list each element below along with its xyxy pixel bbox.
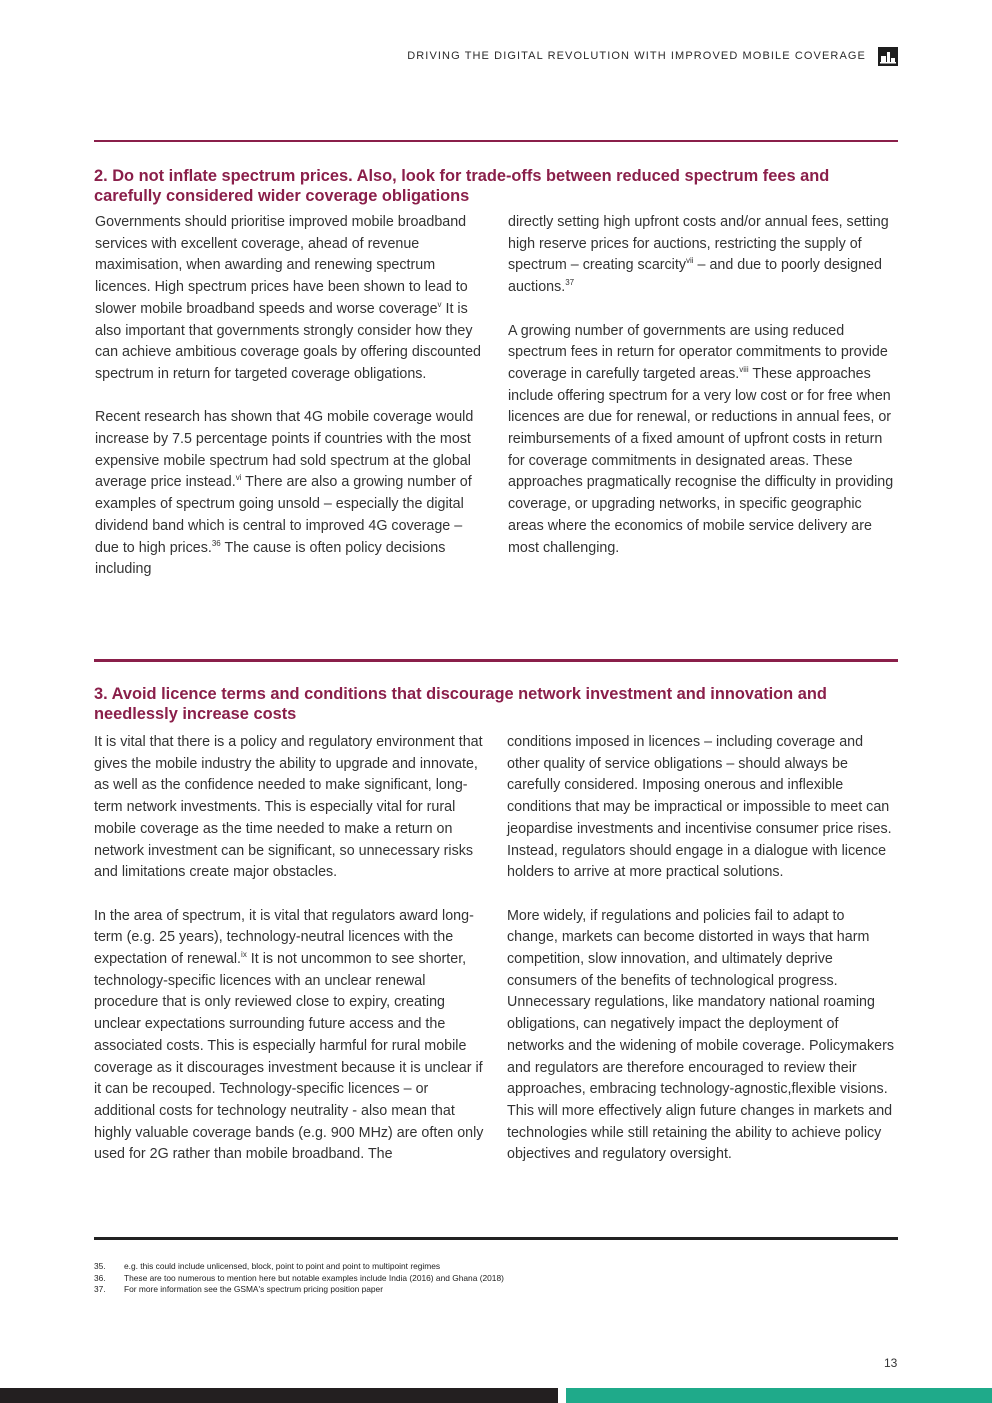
- footnote-number: 37.: [94, 1284, 106, 1294]
- footnote-item: [94, 1273, 694, 1285]
- paragraph: More widely, if regulations and policies fail to adapt to change, markets can become distorted in ways that harm competition, slow innovation, and ultimately deprive consumers of the benefits of technological progress. Unnecessary regulations, like mandatory national roaming obligations, can negatively impact the deployment of networks and the widening of mobile coverage. Policymakers and regulators are therefore encouraged to review their approaches, embracing technology-agnostic,flexible visions. This will more effectively align future changes in markets and technologies while still retaining the ability to achieve policy objectives and regulatory oversight.: [507, 907, 895, 1163]
- section-3-left-column: [94, 732, 484, 1166]
- footnote-number: 36.: [94, 1272, 106, 1283]
- section-2-left-column: [95, 212, 485, 581]
- paragraph: Governments should prioritise improved mobile broadband services with excellent coverage, ahead of revenue maximisation, when awarding and renewing spectrum licences. High spectrum prices have been shown to lead to slower mobile broadband speeds and worse coverage$^v$ It is also important that governments strongly consider how they can achieve ambitious coverage goals by offering discounted spectrum in return for targeted coverage obligations.: [95, 214, 481, 382]
- footer-bar-dark: [0, 1388, 558, 1403]
- footnotes: [94, 1261, 694, 1296]
- paragraph: In the area of spectrum, it is vital that regulators award long-term (e.g. 25 years), technology-neutral licences with the expectation of renewal.$^{ix}$ It is not uncommon to see shorter, technology-specific licences with an unclear renewal procedure that is only reviewed close to expiry, creating unclear expectations surrounding future access and the associated costs. This is especially harmful for rural mobile coverage as it discourages investment because it is unclear if it can be recouped. Technology-specific licences – or additional costs for technology neutrality - also mean that highly valuable coverage bands (e.g. 900 MHz) are often only used for 2G rather than mobile broadband. The: [94, 907, 484, 1163]
- footnote-ref[interactable]: 36: [211, 538, 221, 548]
- paragraph: Recent research has shown that 4G mobile coverage would increase by 7.5 percentage points if countries with the most expensive mobile spectrum had sold spectrum at the global average price instead.$^{vi}$ There are also a growing number of examples of spectrum going unsold – especially the digital dividend band which is central to improved 4G coverage – due to high prices.$^{36}$ The cause is often policy decisions including: [95, 409, 474, 578]
- paragraph: directly setting high upfront costs and/or annual fees, setting high reserve prices for auctions, restricting the supply of spectrum – creating scarcity$^{vii}$ – and due to poorly designed auctions.$^{37}$: [508, 214, 889, 296]
- footnote-text: For more information see the GSMA's spectrum pricing position paper: [124, 1284, 384, 1294]
- section-divider: [94, 659, 898, 662]
- footnote-number: 35.: [94, 1261, 106, 1271]
- endnote-ref[interactable]: v: [437, 299, 442, 309]
- endnote-ref[interactable]: ix: [241, 950, 247, 960]
- building-icon: [878, 47, 898, 66]
- footer-bar-teal: [566, 1388, 992, 1403]
- footnote-item: [94, 1284, 694, 1296]
- endnote-ref[interactable]: viii: [739, 364, 749, 374]
- section-2-heading: 2. Do not inflate spectrum prices. Also, look for trade-offs between reduced spectrum fees and carefully considered wider coverage obligations: [94, 167, 830, 205]
- endnote-ref[interactable]: vi: [235, 473, 242, 483]
- footnote-item: [94, 1261, 694, 1273]
- footnote-text: e.g. this could include unlicensed, block, point to point and point to multipoint regimes: [124, 1261, 441, 1271]
- footnote-divider: [94, 1237, 898, 1240]
- footnote-ref[interactable]: 37: [565, 278, 575, 288]
- paragraph: It is vital that there is a policy and regulatory environment that gives the mobile industry the ability to upgrade and innovate, as well as the confidence needed to make significant, long-term network investments. This is especially vital for rural mobile coverage as the time needed to make a return on network investment can be significant, so unnecessary risks and limitations create major obstacles.: [94, 734, 483, 881]
- endnote-ref[interactable]: vii: [685, 256, 694, 266]
- paragraph: A growing number of governments are using reduced spectrum fees in return for operator commitments to provide coverage in carefully targeted areas.$^{viii}$ These approaches include offering spectrum for a very low cost or for free when licences are due for renewal, or reductions in annual fees, or reimbursements of a fixed amount of upfront costs in return for coverage commitments in designated areas. These approaches pragmatically recognise the difficulty in providing coverage, or upgrading networks, in specific geographic areas where the economics of mobile service delivery are most challenging.: [508, 322, 894, 556]
- section-3-heading: 3. Avoid licence terms and conditions that discourage network investment and innovation and needlessly increase costs: [94, 685, 827, 723]
- section-3-right-column: [507, 732, 897, 1166]
- section-2-right-column: [508, 212, 898, 559]
- running-header: DRIVING THE DIGITAL REVOLUTION WITH IMPROVED MOBILE COVERAGE: [407, 50, 866, 62]
- paragraph: conditions imposed in licences – including coverage and other quality of service obligations – should always be carefully considered. Imposing onerous and inflexible conditions that may be impractical or impossible to meet can jeopardise investments and incentivise consumer price rises. Instead, regulators should engage in a dialogue with licence holders to arrive at more practical solutions.: [507, 734, 892, 881]
- footnote-text: These are too numerous to mention here but notable examples include India (2016) and Ghana (2018): [124, 1272, 504, 1283]
- section-divider: [94, 140, 898, 142]
- page-number: 13: [884, 1356, 898, 1370]
